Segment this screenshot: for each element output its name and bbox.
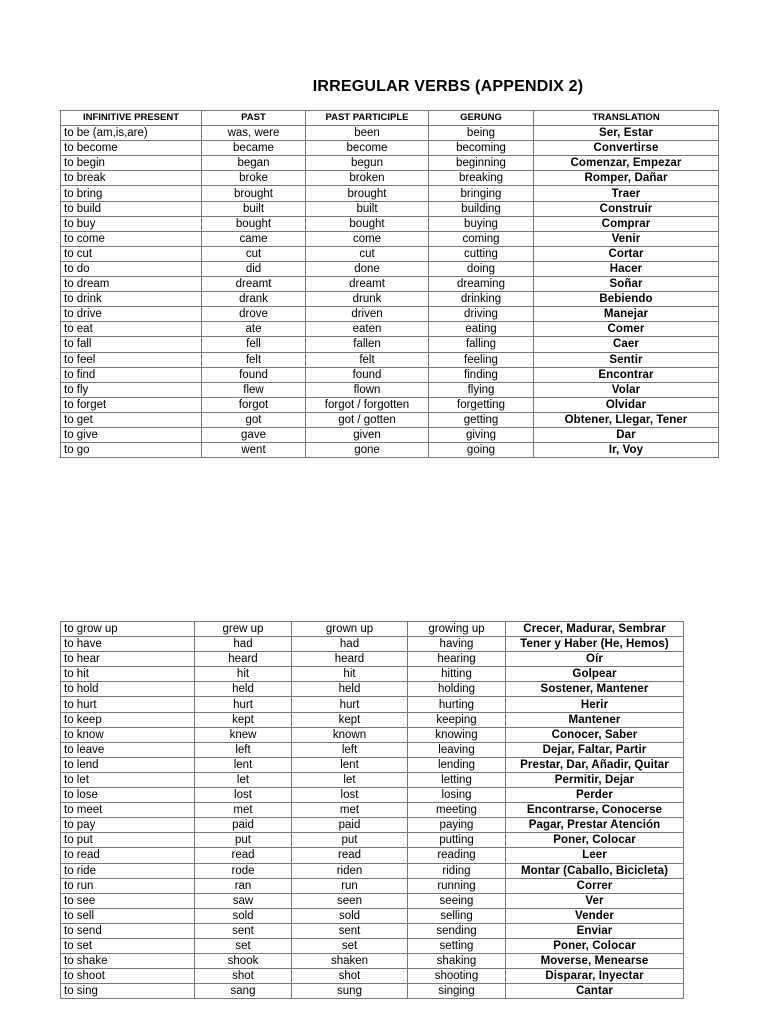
cell-gerund: breaking: [429, 171, 534, 186]
cell-translation: Oír: [506, 652, 684, 667]
cell-past-participle: done: [306, 261, 429, 276]
cell-translation: Encontrar: [534, 367, 719, 382]
cell-infinitive: to lose: [61, 788, 195, 803]
table-row: [61, 788, 684, 803]
table-row: [61, 246, 719, 261]
table-row: [61, 667, 684, 682]
cell-gerund: coming: [429, 231, 534, 246]
cell-past: bought: [202, 216, 306, 231]
cell-past-participle: hurt: [292, 697, 408, 712]
cell-past-participle: eaten: [306, 322, 429, 337]
cell-gerund: growing up: [408, 622, 506, 637]
cell-gerund: putting: [408, 833, 506, 848]
cell-past: drank: [202, 292, 306, 307]
cell-infinitive: to pay: [61, 818, 195, 833]
cell-infinitive: to keep: [61, 712, 195, 727]
table-row: [61, 727, 684, 742]
cell-past: gave: [202, 427, 306, 442]
cell-translation: Encontrarse, Conocerse: [506, 803, 684, 818]
cell-infinitive: to do: [61, 261, 202, 276]
table-row: [61, 201, 719, 216]
cell-gerund: singing: [408, 984, 506, 999]
cell-infinitive: to become: [61, 141, 202, 156]
cell-past: heard: [195, 652, 292, 667]
cell-gerund: meeting: [408, 803, 506, 818]
cell-infinitive: to buy: [61, 216, 202, 231]
cell-infinitive: to let: [61, 772, 195, 787]
cell-past: brought: [202, 186, 306, 201]
cell-infinitive: to forget: [61, 397, 202, 412]
cell-infinitive: to have: [61, 637, 195, 652]
cell-gerund: drinking: [429, 292, 534, 307]
table-row: [61, 712, 684, 727]
cell-translation: Herir: [506, 697, 684, 712]
cell-translation: Crecer, Madurar, Sembrar: [506, 622, 684, 637]
cell-past: kept: [195, 712, 292, 727]
cell-gerund: hearing: [408, 652, 506, 667]
cell-past: saw: [195, 893, 292, 908]
cell-infinitive: to send: [61, 923, 195, 938]
cell-past: held: [195, 682, 292, 697]
table-row: [61, 863, 684, 878]
cell-past-participle: built: [306, 201, 429, 216]
table-row: [61, 848, 684, 863]
cell-past: sent: [195, 923, 292, 938]
cell-gerund: bringing: [429, 186, 534, 201]
cell-infinitive: to drive: [61, 307, 202, 322]
cell-past: cut: [202, 246, 306, 261]
cell-infinitive: to build: [61, 201, 202, 216]
cell-past-participle: begun: [306, 156, 429, 171]
table-row: [61, 261, 719, 276]
cell-past-participle: sung: [292, 984, 408, 999]
cell-past: ran: [195, 878, 292, 893]
cell-past: knew: [195, 727, 292, 742]
table-row: [61, 969, 684, 984]
cell-past: put: [195, 833, 292, 848]
table-row: [61, 818, 684, 833]
cell-past-participle: come: [306, 231, 429, 246]
cell-past-participle: held: [292, 682, 408, 697]
table-row: [61, 156, 719, 171]
cell-infinitive: to get: [61, 412, 202, 427]
cell-translation: Construir: [534, 201, 719, 216]
cell-past-participle: sent: [292, 923, 408, 938]
cell-gerund: hurting: [408, 697, 506, 712]
cell-past-participle: drunk: [306, 292, 429, 307]
cell-gerund: riding: [408, 863, 506, 878]
cell-past-participle: dreamt: [306, 277, 429, 292]
cell-past-participle: fallen: [306, 337, 429, 352]
cell-past-participle: forgot / forgotten: [306, 397, 429, 412]
cell-gerund: running: [408, 878, 506, 893]
cell-infinitive: to read: [61, 848, 195, 863]
cell-translation: Caer: [534, 337, 719, 352]
cell-translation: Poner, Colocar: [506, 938, 684, 953]
cell-gerund: flying: [429, 382, 534, 397]
cell-translation: Venir: [534, 231, 719, 246]
cell-infinitive: to give: [61, 427, 202, 442]
cell-infinitive: to bring: [61, 186, 202, 201]
cell-past-participle: set: [292, 938, 408, 953]
cell-gerund: setting: [408, 938, 506, 953]
cell-past-participle: seen: [292, 893, 408, 908]
cell-past: left: [195, 742, 292, 757]
cell-translation: Enviar: [506, 923, 684, 938]
irregular-verbs-table-2: [60, 621, 684, 999]
cell-gerund: building: [429, 201, 534, 216]
table-row: [61, 772, 684, 787]
cell-infinitive: to grow up: [61, 622, 195, 637]
table-row: [61, 277, 719, 292]
cell-translation: Soñar: [534, 277, 719, 292]
cell-past: rode: [195, 863, 292, 878]
cell-gerund: buying: [429, 216, 534, 231]
cell-translation: Hacer: [534, 261, 719, 276]
page-title: IRREGULAR VERBS (APPENDIX 2): [312, 78, 584, 95]
cell-past-participle: become: [306, 141, 429, 156]
table-row: [61, 803, 684, 818]
cell-past-participle: had: [292, 637, 408, 652]
header-past: PAST: [202, 111, 306, 126]
table-row: [61, 307, 719, 322]
cell-gerund: having: [408, 637, 506, 652]
cell-infinitive: to begin: [61, 156, 202, 171]
cell-past: lost: [195, 788, 292, 803]
cell-past: felt: [202, 352, 306, 367]
table-row: [61, 833, 684, 848]
cell-infinitive: to fly: [61, 382, 202, 397]
cell-infinitive: to hold: [61, 682, 195, 697]
cell-past: met: [195, 803, 292, 818]
cell-past-participle: heard: [292, 652, 408, 667]
cell-infinitive: to sing: [61, 984, 195, 999]
cell-infinitive: to drink: [61, 292, 202, 307]
cell-gerund: hitting: [408, 667, 506, 682]
cell-infinitive: to know: [61, 727, 195, 742]
table-row: [61, 923, 684, 938]
cell-past-participle: lent: [292, 757, 408, 772]
table-1-body: [61, 126, 719, 458]
cell-infinitive: to hit: [61, 667, 195, 682]
cell-translation: Disparar, Inyectar: [506, 969, 684, 984]
table-2-body: [61, 622, 684, 999]
table-row: [61, 292, 719, 307]
table-header-row: [61, 111, 719, 126]
table-row: [61, 126, 719, 141]
cell-past-participle: cut: [306, 246, 429, 261]
cell-translation: Poner, Colocar: [506, 833, 684, 848]
cell-infinitive: to hear: [61, 652, 195, 667]
table-row: [61, 682, 684, 697]
table-row: [61, 742, 684, 757]
table-row: [61, 908, 684, 923]
cell-past-participle: read: [292, 848, 408, 863]
cell-past-participle: gone: [306, 443, 429, 458]
cell-translation: Moverse, Menearse: [506, 954, 684, 969]
cell-gerund: doing: [429, 261, 534, 276]
cell-translation: Bebiendo: [534, 292, 719, 307]
cell-past: broke: [202, 171, 306, 186]
cell-past: began: [202, 156, 306, 171]
cell-past: had: [195, 637, 292, 652]
header-translation: TRANSLATION: [534, 111, 719, 126]
table-row: [61, 652, 684, 667]
cell-gerund: falling: [429, 337, 534, 352]
cell-gerund: beginning: [429, 156, 534, 171]
cell-past: set: [195, 938, 292, 953]
header-past-participle: PAST PARTICIPLE: [306, 111, 429, 126]
cell-infinitive: to find: [61, 367, 202, 382]
table-row: [61, 186, 719, 201]
cell-past-participle: riden: [292, 863, 408, 878]
cell-past: grew up: [195, 622, 292, 637]
table-row: [61, 171, 719, 186]
cell-infinitive: to hurt: [61, 697, 195, 712]
table-row: [61, 427, 719, 442]
cell-gerund: driving: [429, 307, 534, 322]
cell-translation: Manejar: [534, 307, 719, 322]
cell-translation: Convertirse: [534, 141, 719, 156]
table-row: [61, 938, 684, 953]
cell-infinitive: to shoot: [61, 969, 195, 984]
cell-translation: Conocer, Saber: [506, 727, 684, 742]
cell-translation: Permitir, Dejar: [506, 772, 684, 787]
cell-past: came: [202, 231, 306, 246]
cell-past: let: [195, 772, 292, 787]
cell-past: lent: [195, 757, 292, 772]
table-row: [61, 893, 684, 908]
cell-past-participle: given: [306, 427, 429, 442]
table-row: [61, 322, 719, 337]
cell-past-participle: let: [292, 772, 408, 787]
irregular-verbs-table-1: [60, 110, 719, 458]
table-row: [61, 382, 719, 397]
cell-past: found: [202, 367, 306, 382]
table-row: [61, 954, 684, 969]
cell-infinitive: to lend: [61, 757, 195, 772]
cell-past: built: [202, 201, 306, 216]
cell-translation: Ir, Voy: [534, 443, 719, 458]
cell-gerund: shaking: [408, 954, 506, 969]
cell-past: sold: [195, 908, 292, 923]
cell-past-participle: met: [292, 803, 408, 818]
cell-past-participle: run: [292, 878, 408, 893]
cell-translation: Golpear: [506, 667, 684, 682]
cell-gerund: paying: [408, 818, 506, 833]
cell-gerund: letting: [408, 772, 506, 787]
cell-gerund: giving: [429, 427, 534, 442]
cell-translation: Prestar, Dar, Añadir, Quitar: [506, 757, 684, 772]
cell-gerund: becoming: [429, 141, 534, 156]
cell-infinitive: to sell: [61, 908, 195, 923]
cell-gerund: getting: [429, 412, 534, 427]
cell-past-participle: grown up: [292, 622, 408, 637]
cell-gerund: keeping: [408, 712, 506, 727]
cell-past-participle: hit: [292, 667, 408, 682]
cell-past-participle: put: [292, 833, 408, 848]
table-row: [61, 231, 719, 246]
cell-past: flew: [202, 382, 306, 397]
cell-infinitive: to cut: [61, 246, 202, 261]
cell-gerund: reading: [408, 848, 506, 863]
cell-past-participle: lost: [292, 788, 408, 803]
header-infinitive-present: INFINITIVE PRESENT: [61, 111, 202, 126]
cell-translation: Tener y Haber (He, Hemos): [506, 637, 684, 652]
cell-translation: Traer: [534, 186, 719, 201]
cell-past: became: [202, 141, 306, 156]
cell-past: forgot: [202, 397, 306, 412]
cell-gerund: losing: [408, 788, 506, 803]
cell-infinitive: to run: [61, 878, 195, 893]
cell-past-participle: shot: [292, 969, 408, 984]
cell-gerund: being: [429, 126, 534, 141]
cell-past-participle: felt: [306, 352, 429, 367]
cell-gerund: going: [429, 443, 534, 458]
cell-gerund: forgetting: [429, 397, 534, 412]
table-row: [61, 878, 684, 893]
cell-infinitive: to break: [61, 171, 202, 186]
cell-gerund: sending: [408, 923, 506, 938]
cell-past: fell: [202, 337, 306, 352]
cell-gerund: finding: [429, 367, 534, 382]
cell-past-participle: kept: [292, 712, 408, 727]
cell-past-participle: broken: [306, 171, 429, 186]
cell-gerund: shooting: [408, 969, 506, 984]
cell-infinitive: to set: [61, 938, 195, 953]
cell-translation: Comer: [534, 322, 719, 337]
table-row: [61, 397, 719, 412]
cell-translation: Ver: [506, 893, 684, 908]
cell-past: paid: [195, 818, 292, 833]
cell-translation: Olvidar: [534, 397, 719, 412]
cell-translation: Comprar: [534, 216, 719, 231]
cell-past: hit: [195, 667, 292, 682]
cell-past: drove: [202, 307, 306, 322]
cell-past: dreamt: [202, 277, 306, 292]
cell-past-participle: known: [292, 727, 408, 742]
table-row: [61, 412, 719, 427]
cell-past-participle: left: [292, 742, 408, 757]
cell-infinitive: to shake: [61, 954, 195, 969]
cell-past-participle: paid: [292, 818, 408, 833]
table-row: [61, 984, 684, 999]
cell-translation: Montar (Caballo, Bicicleta): [506, 863, 684, 878]
table-row: [61, 697, 684, 712]
cell-infinitive: to put: [61, 833, 195, 848]
cell-gerund: dreaming: [429, 277, 534, 292]
cell-past-participle: brought: [306, 186, 429, 201]
cell-translation: Sostener, Mantener: [506, 682, 684, 697]
cell-past-participle: been: [306, 126, 429, 141]
cell-past: ate: [202, 322, 306, 337]
cell-gerund: cutting: [429, 246, 534, 261]
cell-past: hurt: [195, 697, 292, 712]
cell-translation: Ser, Estar: [534, 126, 719, 141]
table-row: [61, 637, 684, 652]
cell-infinitive: to eat: [61, 322, 202, 337]
cell-past-participle: found: [306, 367, 429, 382]
cell-past: shook: [195, 954, 292, 969]
cell-past: sang: [195, 984, 292, 999]
cell-infinitive: to go: [61, 443, 202, 458]
table-row: [61, 443, 719, 458]
cell-past: shot: [195, 969, 292, 984]
cell-infinitive: to feel: [61, 352, 202, 367]
cell-gerund: selling: [408, 908, 506, 923]
cell-translation: Mantener: [506, 712, 684, 727]
table-row: [61, 141, 719, 156]
cell-translation: Vender: [506, 908, 684, 923]
table-row: [61, 337, 719, 352]
cell-gerund: holding: [408, 682, 506, 697]
cell-translation: Pagar, Prestar Atención: [506, 818, 684, 833]
cell-infinitive: to meet: [61, 803, 195, 818]
table-row: [61, 352, 719, 367]
cell-translation: Cantar: [506, 984, 684, 999]
cell-translation: Sentir: [534, 352, 719, 367]
cell-past: did: [202, 261, 306, 276]
cell-translation: Obtener, Llegar, Tener: [534, 412, 719, 427]
header-gerung: GERUNG: [429, 111, 534, 126]
cell-infinitive: to be (am,is,are): [61, 126, 202, 141]
table-row: [61, 216, 719, 231]
cell-translation: Correr: [506, 878, 684, 893]
cell-translation: Cortar: [534, 246, 719, 261]
cell-past-participle: driven: [306, 307, 429, 322]
cell-past-participle: sold: [292, 908, 408, 923]
cell-gerund: feeling: [429, 352, 534, 367]
cell-gerund: seeing: [408, 893, 506, 908]
table-row: [61, 757, 684, 772]
cell-translation: Romper, Dañar: [534, 171, 719, 186]
cell-past-participle: shaken: [292, 954, 408, 969]
cell-infinitive: to see: [61, 893, 195, 908]
cell-translation: Leer: [506, 848, 684, 863]
cell-past-participle: got / gotten: [306, 412, 429, 427]
cell-past-participle: bought: [306, 216, 429, 231]
cell-past-participle: flown: [306, 382, 429, 397]
cell-gerund: eating: [429, 322, 534, 337]
cell-infinitive: to come: [61, 231, 202, 246]
cell-translation: Perder: [506, 788, 684, 803]
cell-gerund: knowing: [408, 727, 506, 742]
cell-translation: Dejar, Faltar, Partir: [506, 742, 684, 757]
cell-translation: Dar: [534, 427, 719, 442]
cell-past: got: [202, 412, 306, 427]
cell-gerund: lending: [408, 757, 506, 772]
cell-infinitive: to ride: [61, 863, 195, 878]
cell-translation: Comenzar, Empezar: [534, 156, 719, 171]
cell-gerund: leaving: [408, 742, 506, 757]
cell-translation: Volar: [534, 382, 719, 397]
table-row: [61, 622, 684, 637]
cell-past: was, were: [202, 126, 306, 141]
cell-infinitive: to dream: [61, 277, 202, 292]
table-row: [61, 367, 719, 382]
cell-past: read: [195, 848, 292, 863]
cell-infinitive: to fall: [61, 337, 202, 352]
cell-past: went: [202, 443, 306, 458]
cell-infinitive: to leave: [61, 742, 195, 757]
